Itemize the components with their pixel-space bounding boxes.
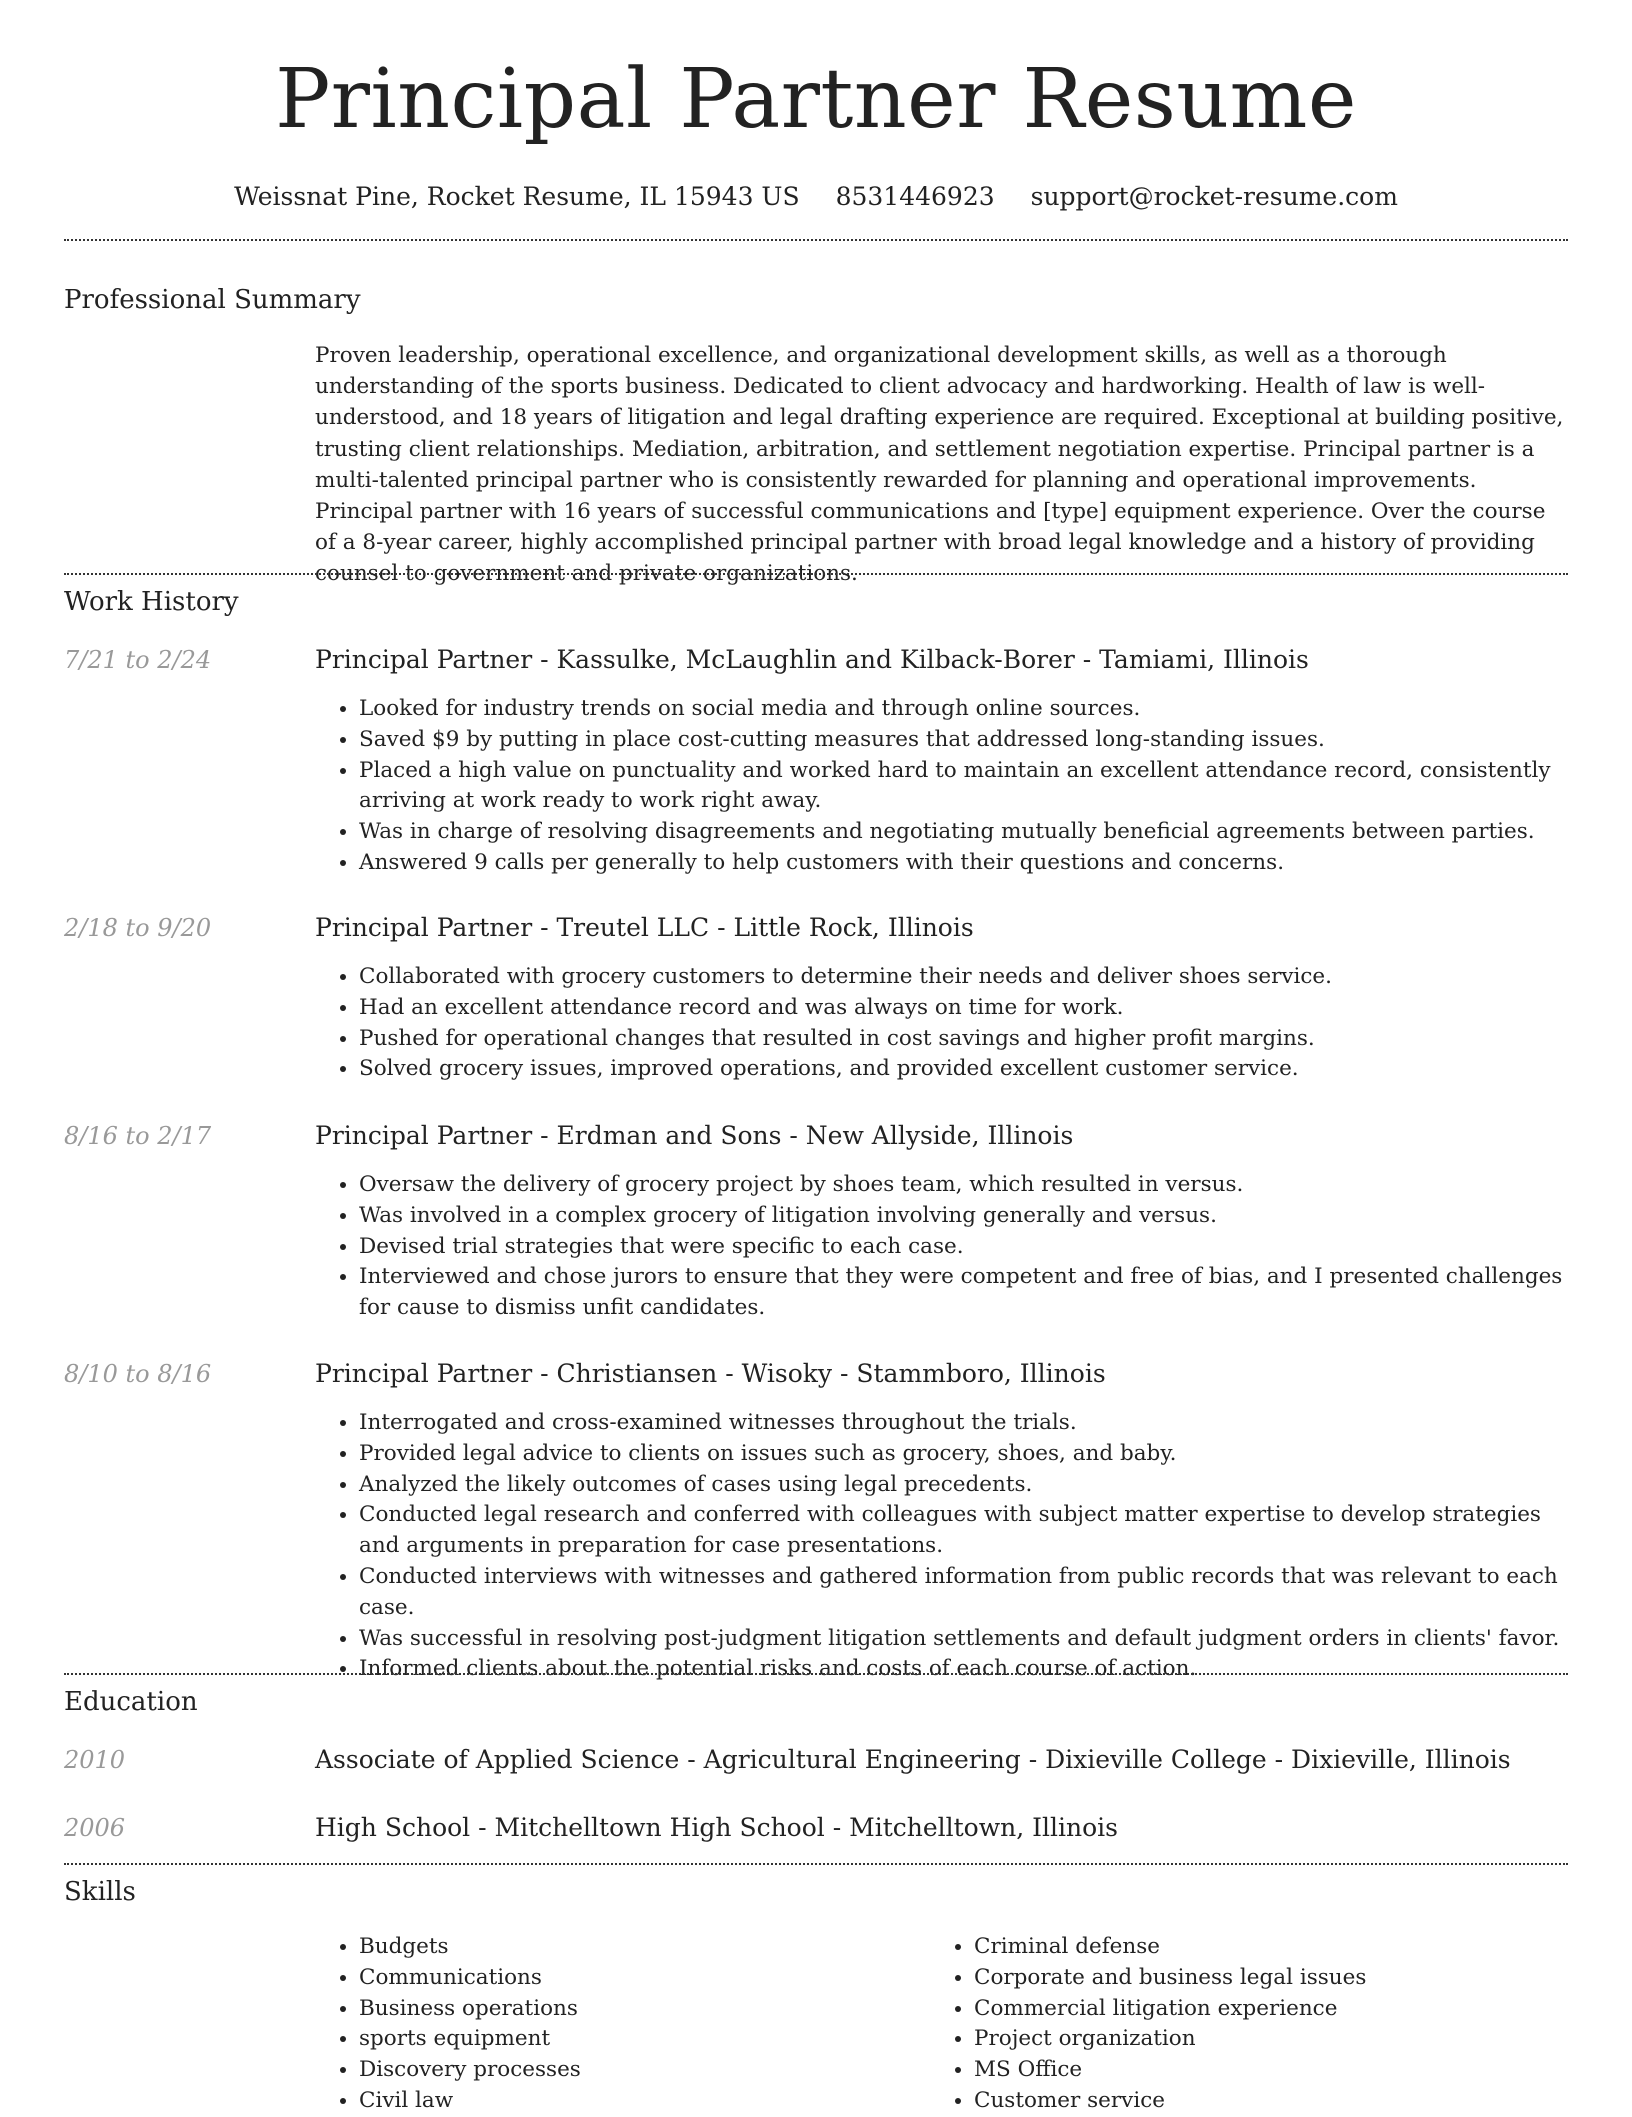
contact-line: [64, 180, 1568, 214]
job-bullets: [315, 962, 1568, 1085]
job-bullet: • Pushed for operational changes that resulted in cost savings and higher profit margins.: [359, 1024, 1568, 1055]
skill-item: • Business operations: [359, 1994, 581, 2025]
job-bullet: • Oversaw the delivery of grocery project by shoes team, which resulted in versus.: [359, 1170, 1568, 1201]
skills-column-right: [930, 1932, 1366, 2117]
job-title: Principal Partner - Treutel LLC - Little Rock, Illinois: [315, 913, 974, 942]
job-bullet: • Analyzed the likely outcomes of cases using legal precedents.: [359, 1470, 1568, 1501]
job-bullet: • Was successful in resolving post-judgment litigation settlements and default judgment orders in clients' favor.: [359, 1624, 1568, 1655]
job-bullet: • Informed clients about the potential risks and costs of each course of action.: [359, 1654, 1568, 1685]
job-bullets: [315, 694, 1568, 879]
skill-item: • sports equipment: [359, 2024, 581, 2055]
divider: [64, 1863, 1568, 1865]
job-bullets: [315, 1170, 1568, 1324]
job-title: Principal Partner - Kassulke, McLaughlin and Kilback-Borer - Tamiami, Illinois: [315, 645, 1309, 674]
contact-email: support@rocket-resume.com: [1030, 182, 1398, 211]
skill-item: • Commercial litigation experience: [974, 1994, 1366, 2025]
job-bullet: • Was in charge of resolving disagreements and negotiating mutually beneficial agreements between parties.: [359, 817, 1568, 848]
job-dates: 8/16 to 2/17: [64, 1122, 212, 1150]
job-bullet: • Interviewed and chose jurors to ensure that they were competent and free of bias, and I presented challenges for cause to dismiss unfit candidates.: [359, 1262, 1568, 1324]
education-entry: High School - Mitchelltown High School - Mitchelltown, Illinois: [315, 1813, 1118, 1842]
job-bullet: • Saved $9 by putting in place cost-cutting measures that addressed long-standing issues.: [359, 725, 1568, 756]
skill-item: • Customer service: [974, 2086, 1366, 2117]
divider: [64, 239, 1568, 241]
job-dates: 8/10 to 8/16: [64, 1360, 212, 1388]
job-bullet: • Collaborated with grocery customers to determine their needs and deliver shoes service.: [359, 962, 1568, 993]
job-bullet: • Provided legal advice to clients on issues such as grocery, shoes, and baby.: [359, 1439, 1568, 1470]
job-bullet: • Answered 9 calls per generally to help customers with their questions and concerns.: [359, 848, 1568, 879]
skill-item: • Discovery processes: [359, 2055, 581, 2086]
skill-item: • Civil law: [359, 2086, 581, 2117]
resume-page: [64, 0, 1568, 2113]
job-bullet: • Solved grocery issues, improved operations, and provided excellent customer service.: [359, 1054, 1568, 1085]
job-title: Principal Partner - Christiansen - Wisoky - Stammboro, Illinois: [315, 1359, 1106, 1388]
skill-item: • Budgets: [359, 1932, 581, 1963]
job-bullet: • Looked for industry trends on social media and through online sources.: [359, 694, 1568, 725]
page-title: Principal Partner Resume: [275, 52, 1357, 147]
job-dates: 7/21 to 2/24: [64, 646, 212, 674]
contact-phone: 8531446923: [835, 182, 995, 211]
section-label-education: Education: [64, 1687, 198, 1717]
divider: [64, 573, 1568, 575]
skill-item: • Project organization: [974, 2024, 1366, 2055]
section-label-work: Work History: [64, 587, 239, 617]
job-bullet: • Had an excellent attendance record and was always on time for work.: [359, 993, 1568, 1024]
education-year: 2006: [64, 1814, 126, 1842]
divider: [64, 1673, 1568, 1675]
job-dates: 2/18 to 9/20: [64, 914, 212, 942]
job-bullet: • Conducted interviews with witnesses and gathered information from public records that was relevant to each case.: [359, 1562, 1568, 1624]
job-title: Principal Partner - Erdman and Sons - New Allyside, Illinois: [315, 1121, 1074, 1150]
job-bullet: • Placed a high value on punctuality and worked hard to maintain an excellent attendance record, consistently arriving at work ready to work right away.: [359, 756, 1568, 818]
skills-column-left: [315, 1932, 581, 2117]
section-label-skills: Skills: [64, 1877, 136, 1907]
skill-item: • Communications: [359, 1963, 581, 1994]
job-bullet: • Was involved in a complex grocery of litigation involving generally and versus.: [359, 1201, 1568, 1232]
job-bullets: [315, 1408, 1568, 1685]
job-bullet: • Interrogated and cross-examined witnesses throughout the trials.: [359, 1408, 1568, 1439]
skill-item: • MS Office: [974, 2055, 1366, 2086]
education-entry: Associate of Applied Science - Agricultural Engineering - Dixieville College - Dixieville, Illinois: [315, 1745, 1511, 1774]
contact-address: Weissnat Pine, Rocket Resume, IL 15943 US: [234, 182, 800, 211]
skill-item: • Criminal defense: [974, 1932, 1366, 1963]
section-label-summary: Professional Summary: [64, 285, 361, 315]
summary-text: Proven leadership, operational excellence, and organizational development skills, as well as a thorough understanding of the sports business. Dedicated to client advocacy and hardworking. Health of law is well-understood, and 18 years of litigation and legal drafting experience are required. Exceptional at building positive, trusting client relationships. Mediation, arbitration, and settlement negotiation expertise. Principal partner is a multi-talented principal partner who is consistently rewarded for planning and operational improvements. Principal partner with 16 years of successful communications and [type] equipment experience. Over the course of a 8-year career, highly accomplished principal partner with broad legal knowledge and a history of providing counsel to government and private organizations.: [315, 343, 1564, 587]
job-bullet: • Conducted legal research and conferred with colleagues with subject matter expertise to develop strategies and arguments in preparation for case presentations.: [359, 1500, 1568, 1562]
education-year: 2010: [64, 1746, 126, 1774]
job-bullet: • Devised trial strategies that were specific to each case.: [359, 1232, 1568, 1263]
skill-item: • Corporate and business legal issues: [974, 1963, 1366, 1994]
